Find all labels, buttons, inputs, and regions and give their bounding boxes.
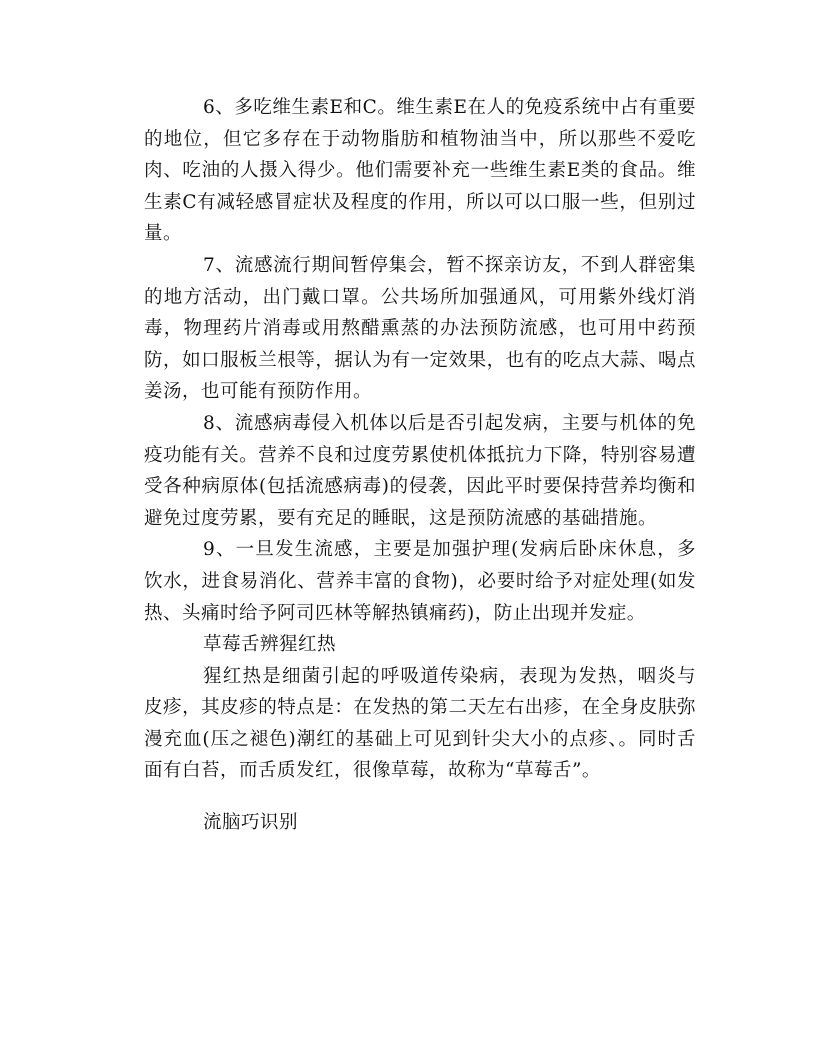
paragraph-immune-function: 8、流感病毒侵入机体以后是否引起发病，主要与机体的免疫功能有关。营养不良和过度劳累使机体抵抗力下降，特别容易遭受各种病原体(包括流感病毒)的侵袭，因此平时要保持营养均衡和避免过度劳累，要有充足的睡眠，这是预防流感的基础措施。 <box>144 412 696 529</box>
paragraph-scarlet-fever: 猩红热是细菌引起的呼吸道传染病，表现为发热，咽炎与皮疹，其皮疹的特点是：在发热的第二天左右出疹，在全身皮肤弥漫充血(压之褪色)潮红的基础上可见到针尖大小的点疹、。同时舌面有白苔，而舌质发红，很像草莓，故称为“草莓舌”。 <box>144 665 696 782</box>
document-body <box>144 92 696 839</box>
paragraph-vitamins: 6、多吃维生素E和C。维生素E在人的免疫系统中占有重要的地位，但它多存在于动物脂肪和植物油当中，所以那些不爱吃肉、吃油的人摄入得少。他们需要补充一些维生素E类的食品。维生素C有减轻感冒症状及程度的作用，所以可以口服一些，但别过量。 <box>144 97 696 245</box>
section-title-scarlet-fever: 草莓舌辨猩红热 <box>203 634 337 656</box>
paragraph-epidemic-precautions: 7、流感流行期间暂停集会，暂不探亲访友，不到人群密集的地方活动，出门戴口罩。公共场所加强通风，可用紫外线灯消毒，物理药片消毒或用熬醋熏蒸的办法预防流感，也可用中药预防，如口服板兰根等，据认为有一定效果，也有的吃点大蒜、喝点姜汤，也可能有预防作用。 <box>144 254 696 403</box>
section-title-meningitis: 流脑巧识别 <box>203 812 299 834</box>
paragraph-flu-care: 9、一旦发生流感，主要是加强护理(发病后卧床休息，多饮水，进食易消化、营养丰富的食物)，必要时给予对症处理(如发热、头痛时给予阿司匹林等解热镇痛药)，防止出现并发症。 <box>144 539 696 624</box>
